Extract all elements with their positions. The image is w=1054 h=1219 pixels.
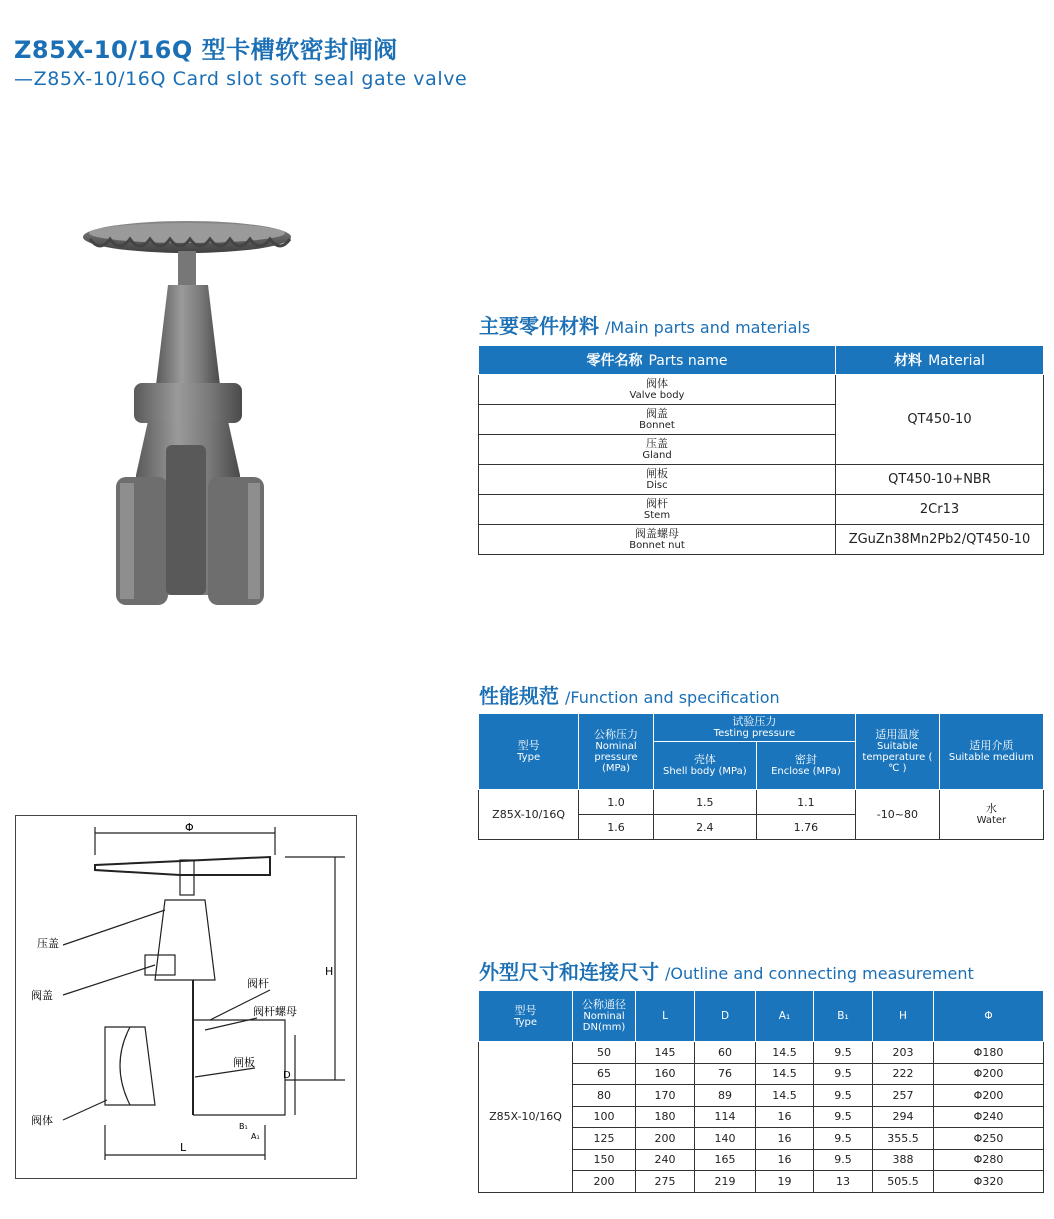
col-part-name: 零件名称 Parts name [479, 346, 836, 375]
cell-phi: Φ320 [934, 1171, 1044, 1193]
spec-np: 1.6 [579, 815, 654, 840]
col-material: 材料 Material [836, 346, 1044, 375]
part-row: 阀盖螺母 Bonnet nut [479, 525, 836, 555]
outline-section-title [479, 956, 974, 985]
label-stem-nut: 阀杆螺母 [253, 1005, 297, 1018]
cell-b1: 9.5 [814, 1149, 873, 1171]
material-cell: ZGuZn38Mn2Pb2/QT450-10 [836, 525, 1044, 555]
parts-table [478, 345, 1044, 555]
parts-title-cn: 主要零件材料 [479, 314, 599, 338]
cell-phi: Φ180 [934, 1042, 1044, 1064]
h-l: L [636, 991, 695, 1042]
material-cell: QT450-10+NBR [836, 465, 1044, 495]
cell-a1: 14.5 [756, 1063, 814, 1085]
dim-l-label: L [180, 1141, 187, 1154]
spec-table [478, 713, 1044, 840]
dim-phi-label: Φ [185, 821, 194, 834]
spec-section-title [479, 680, 780, 709]
cell-a1: 16 [756, 1128, 814, 1150]
part-row: 阀盖 Bonnet [479, 405, 836, 435]
cell-b1: 9.5 [814, 1042, 873, 1064]
cell-a1: 19 [756, 1171, 814, 1193]
cell-l: 170 [636, 1085, 695, 1107]
spec-type: Z85X-10/16Q [479, 790, 579, 840]
h-shell: 壳体 Shell body (MPa) [653, 742, 756, 790]
valve-photo [80, 215, 300, 615]
dim-a-label: A₁ [251, 1132, 260, 1141]
cell-l: 200 [636, 1128, 695, 1150]
cell-dn: 50 [573, 1042, 636, 1064]
h-d: D [695, 991, 756, 1042]
dim-b-label: B₁ [239, 1122, 248, 1131]
cell-dn: 100 [573, 1106, 636, 1128]
cell-phi: Φ250 [934, 1128, 1044, 1150]
label-bonnet: 阀盖 [31, 989, 53, 1002]
spec-title-en: /Function and specification [565, 688, 780, 707]
cell-a1: 14.5 [756, 1085, 814, 1107]
material-cell: QT450-10 [836, 375, 1044, 465]
spec-medium: 水 Water [939, 790, 1043, 840]
spec-enclose: 1.76 [756, 815, 855, 840]
material-cell: 2Cr13 [836, 495, 1044, 525]
table-row [479, 1042, 1044, 1064]
cell-d: 165 [695, 1149, 756, 1171]
cell-dn: 125 [573, 1128, 636, 1150]
h-temperature: 适用温度 Suitable temperature ( ℃ ) [856, 714, 940, 790]
h-testing-pressure: 试验压力 Testing pressure [653, 714, 855, 742]
page-title: Z85X-10/16Q 型卡槽软密封闸阀 [14, 36, 398, 64]
cell-a1: 16 [756, 1106, 814, 1128]
cell-d: 89 [695, 1085, 756, 1107]
part-row: 压盖 Gland [479, 435, 836, 465]
technical-drawing [15, 815, 357, 1179]
part-row: 阀体 Valve body [479, 375, 836, 405]
cell-h: 294 [873, 1106, 934, 1128]
h-type: 型号 Type [479, 991, 573, 1042]
cell-a1: 16 [756, 1149, 814, 1171]
h-enclose: 密封 Enclose (MPa) [756, 742, 855, 790]
dim-d-label: D [283, 1070, 291, 1081]
outline-type: Z85X-10/16Q [479, 1042, 573, 1193]
h-h: H [873, 991, 934, 1042]
part-row: 闸板 Disc [479, 465, 836, 495]
cell-h: 222 [873, 1063, 934, 1085]
part-row: 阀杆 Stem [479, 495, 836, 525]
cell-dn: 80 [573, 1085, 636, 1107]
cell-phi: Φ200 [934, 1063, 1044, 1085]
cell-b1: 13 [814, 1171, 873, 1193]
cell-h: 257 [873, 1085, 934, 1107]
cell-h: 203 [873, 1042, 934, 1064]
cell-dn: 150 [573, 1149, 636, 1171]
parts-section-title [479, 310, 810, 339]
outline-title-en: /Outline and connecting measurement [665, 964, 974, 983]
cell-l: 145 [636, 1042, 695, 1064]
cell-l: 240 [636, 1149, 695, 1171]
cell-phi: Φ200 [934, 1085, 1044, 1107]
outline-title-cn: 外型尺寸和连接尺寸 [479, 960, 659, 984]
h-type: 型号 Type [479, 714, 579, 790]
h-b1: B₁ [814, 991, 873, 1042]
cell-d: 219 [695, 1171, 756, 1193]
cell-dn: 65 [573, 1063, 636, 1085]
cell-d: 60 [695, 1042, 756, 1064]
label-stem: 阀杆 [247, 977, 269, 990]
h-medium: 适用介质 Suitable medium [939, 714, 1043, 790]
h-dn: 公称通径 Nominal DN(mm) [573, 991, 636, 1042]
label-gland: 压盖 [37, 937, 59, 950]
label-disc: 闸板 [233, 1056, 255, 1069]
parts-title-en: /Main parts and materials [605, 318, 811, 337]
h-nominal-pressure: 公称压力 Nominal pressure (MPa) [579, 714, 654, 790]
h-phi: Φ [934, 991, 1044, 1042]
cell-h: 355.5 [873, 1128, 934, 1150]
cell-l: 160 [636, 1063, 695, 1085]
cell-dn: 200 [573, 1171, 636, 1193]
spec-shell: 2.4 [653, 815, 756, 840]
cell-d: 140 [695, 1128, 756, 1150]
cell-phi: Φ280 [934, 1149, 1044, 1171]
cell-b1: 9.5 [814, 1128, 873, 1150]
cell-h: 388 [873, 1149, 934, 1171]
page-subtitle: —Z85X-10/16Q Card slot soft seal gate valve [14, 68, 468, 90]
cell-h: 505.5 [873, 1171, 934, 1193]
cell-phi: Φ240 [934, 1106, 1044, 1128]
cell-l: 275 [636, 1171, 695, 1193]
spec-np: 1.0 [579, 790, 654, 815]
cell-b1: 9.5 [814, 1106, 873, 1128]
dim-h-label: H [325, 965, 334, 978]
label-body: 阀体 [31, 1114, 53, 1127]
cell-b1: 9.5 [814, 1063, 873, 1085]
h-a1: A₁ [756, 991, 814, 1042]
spec-title-cn: 性能规范 [479, 684, 559, 708]
cell-d: 76 [695, 1063, 756, 1085]
cell-d: 114 [695, 1106, 756, 1128]
outline-table [478, 990, 1044, 1193]
cell-a1: 14.5 [756, 1042, 814, 1064]
spec-enclose: 1.1 [756, 790, 855, 815]
spec-shell: 1.5 [653, 790, 756, 815]
spec-temp: -10~80 [856, 790, 940, 840]
cell-l: 180 [636, 1106, 695, 1128]
cell-b1: 9.5 [814, 1085, 873, 1107]
